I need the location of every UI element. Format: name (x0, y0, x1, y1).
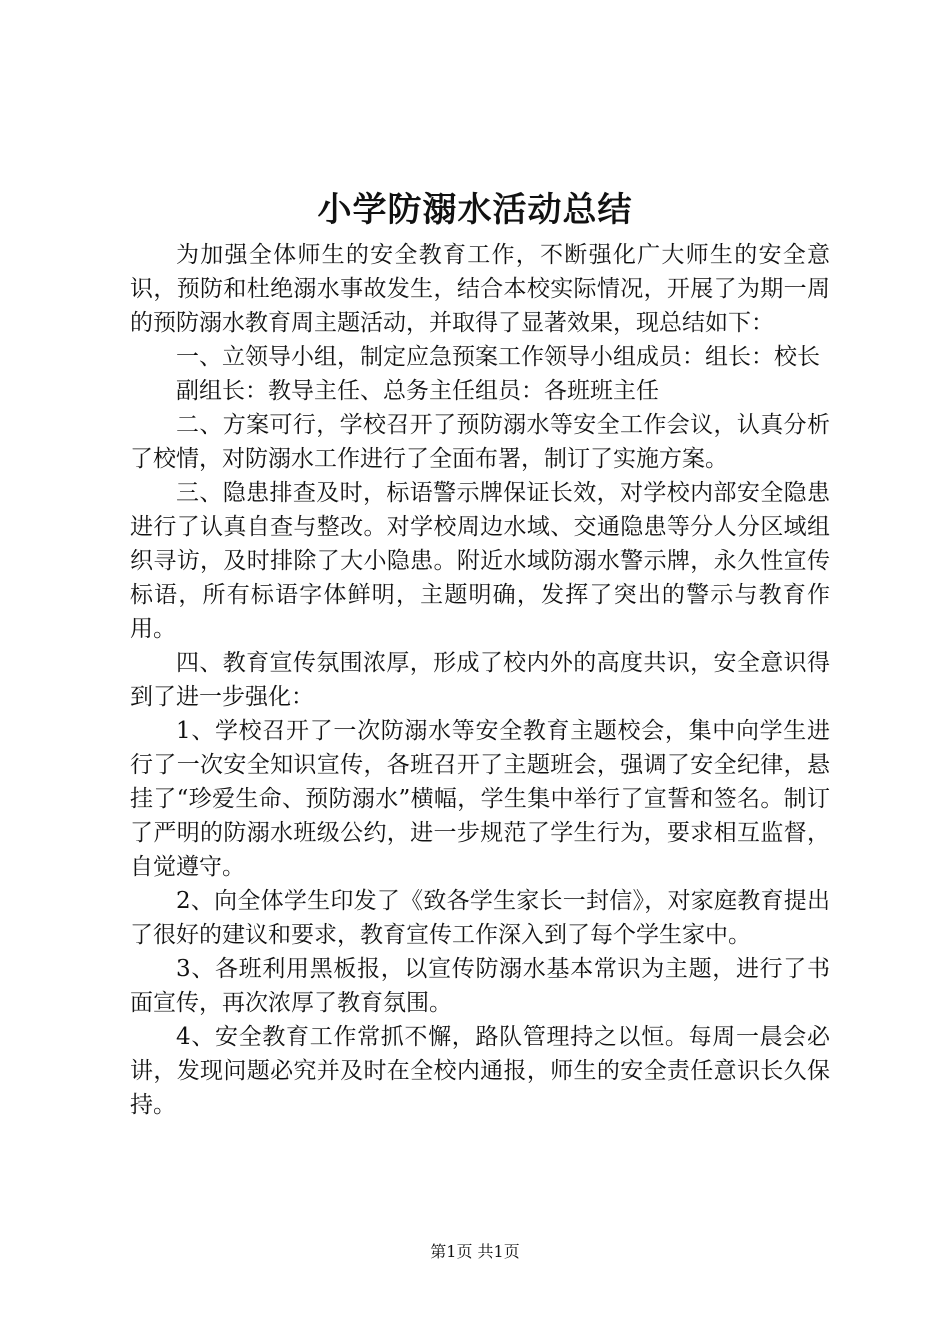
paragraph-item-2: 2、向全体学生印发了《致各学生家长一封信》，对家庭教育提出了很好的建议和要求，教育宣传工作深入到了每个学生家中。 (130, 888, 830, 948)
document-title: 小学防溺水活动总结 (317, 190, 633, 230)
paragraph-intro: 为加强全体师生的安全教育工作，不断强化广大师生的安全意识，预防和杜绝溺水事故发生，结合本校实际情况，开展了为期一周的预防溺水教育周主题活动，并取得了显著效果，现总结如下： (130, 242, 830, 336)
page-footer: 第1页 共1页 (430, 1242, 520, 1261)
paragraph-section-4: 四、教育宣传氛围浓厚，形成了校内外的高度共识，安全意识得到了进一步强化： (130, 650, 830, 710)
document-body (130, 238, 830, 1122)
paragraph-section-3: 三、隐患排查及时，标语警示牌保证长效，对学校内部安全隐患进行了认真自查与整改。对学校周边水域、交通隐患等分人分区域组织寻访，及时排除了大小隐患。附近水域防溺水警示牌，永久性宣传标语，所有标语字体鲜明，主题明确，发挥了突出的警示与教育作用。 (130, 480, 830, 642)
paragraph-deputy-members: 副组长：教导主任、总务主任组员：各班班主任 (176, 378, 659, 404)
paragraph-section-1: 一、立领导小组，制定应急预案工作领导小组成员：组长：校长 (176, 344, 820, 370)
paragraph-item-3: 3、各班利用黑板报，以宣传防溺水基本常识为主题，进行了书面宣传，再次浓厚了教育氛围。 (130, 956, 830, 1016)
paragraph-item-4: 4、安全教育工作常抓不懈，路队管理持之以恒。每周一晨会必讲，发现问题必究并及时在全校内通报，师生的安全责任意识长久保持。 (130, 1024, 830, 1118)
paragraph-item-1: 1、学校召开了一次防溺水等安全教育主题校会，集中向学生进行了一次安全知识宣传，各班召开了主题班会，强调了安全纪律，悬挂了“珍爱生命、预防溺水”横幅，学生集中举行了宣誓和签名。制订了严明的防溺水班级公约，进一步规范了学生行为，要求相互监督，自觉遵守。 (130, 718, 830, 880)
paragraph-section-2: 二、方案可行，学校召开了预防溺水等安全工作会议，认真分析了校情，对防溺水工作进行了全面布署，制订了实施方案。 (130, 412, 830, 472)
